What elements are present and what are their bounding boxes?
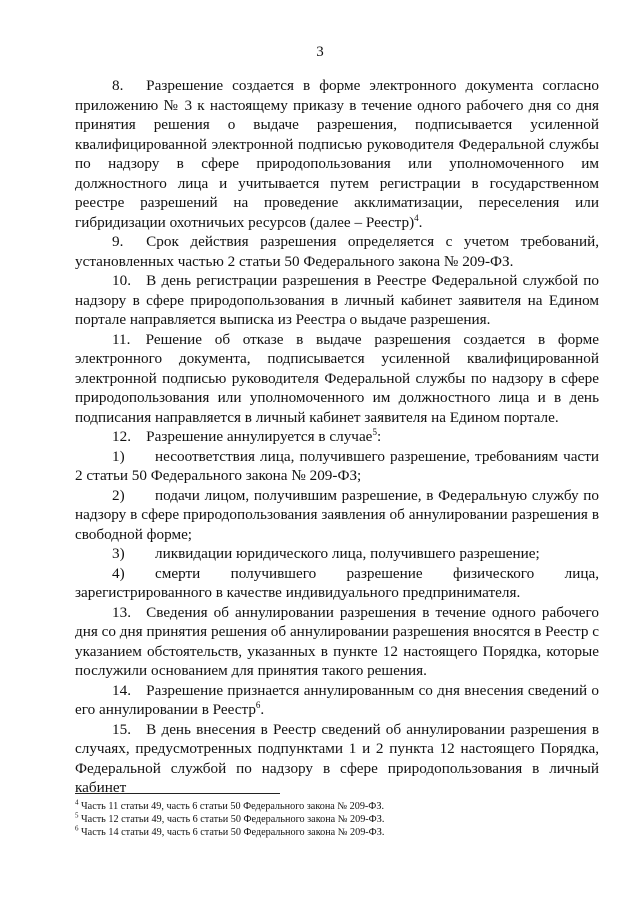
- footnote-ref: 6: [255, 699, 261, 710]
- paragraph-12: 12. Разрешение аннулируется в случае$^5$:: [112, 426, 382, 445]
- paragraph-10: 10. В день регистрации разрешения в Реестре Федеральной службой по надзору в сфере природопользования в личный кабинет заявителя на Едином портале направляется выписка из Реестра о выдаче разрешения.: [75, 272, 599, 328]
- footnote-6: $^6$ Часть 14 статьи 49, часть 6 статьи 50 Федерального закона № 209-ФЗ.: [75, 824, 385, 838]
- footnote-ref: 5: [372, 426, 377, 437]
- footnotes: [75, 800, 599, 839]
- footnote-divider: [75, 793, 280, 794]
- footnote-4: $^4$ Часть 11 статьи 49, часть 6 статьи 50 Федерального закона № 209-ФЗ.: [75, 798, 385, 812]
- subitem-3: 3) ликвидации юридического лица, получившего разрешение;: [112, 545, 540, 562]
- page-number: 3: [316, 44, 324, 60]
- paragraph-14: 14. Разрешение признается аннулированным со дня внесения сведений о его аннулировании в Реестр$^6$.: [75, 681, 599, 718]
- footnote-ref: 4: [414, 212, 419, 223]
- subitem-2: 2) подачи лицом, получившим разрешение, в Федеральную службу по надзору в сфере природопользования заявления об аннулировании разрешения в свободной форме;: [75, 486, 599, 543]
- paragraph-13: 13. Сведения об аннулировании разрешения в течение одного рабочего дня со дня принятия решения об аннулировании разрешения вносятся в Реестр с указанием обстоятельств, указанных в пункте 12 настоящего Порядка, которые послужили основанием для принятия такого решения.: [75, 603, 599, 679]
- footnote-5: $^5$ Часть 12 статьи 49, часть 6 статьи 50 Федерального закона № 209-ФЗ.: [75, 811, 385, 825]
- document-body: [75, 76, 599, 798]
- paragraph-9: 9. Срок действия разрешения определяется с учетом требований, установленных частью 2 статьи 50 Федерального закона № 209-ФЗ.: [75, 233, 599, 270]
- paragraph-8: 8. Разрешение создается в форме электронного документа согласно приложению № 3 к настоящему приказу в течение одного рабочего дня со дня принятия решения о выдаче разрешения, подписывается усиленной квалифицированной электронной подписью руководителя Федеральной службы по надзору в сфере природопользования или уполномоченного им должностного лица и учитывается путем регистрации в государственном реестре разрешений на проведение акклиматизации, переселения или гибридизации охотничьих ресурсов (далее – Реестр)$^4$.: [75, 77, 599, 231]
- subitem-4: 4) смерти получившего разрешение физического лица, зарегистрированного в качестве индивидуального предпринимателя.: [75, 564, 599, 601]
- paragraph-15: 15. В день внесения в Реестр сведений об аннулировании разрешения в случаях, предусмотренных подпунктами 1 и 2 пункта 12 настоящего Порядка, Федеральной службой по надзору в сфере природопользования в личный кабинет: [75, 720, 599, 796]
- subitem-1: 1) несоответствия лица, получившего разрешение, требованиям части 2 статьи 50 Федерального закона № 209-ФЗ;: [75, 447, 599, 484]
- paragraph-11: 11. Решение об отказе в выдаче разрешения создается в форме электронного документа, подписывается усиленной квалифицированной электронной подписью руководителя Федеральной службы по надзору в сфере природопользования или уполномоченного им должностного лица и в день подписания направляется в личный кабинет заявителя на Едином портале.: [75, 330, 599, 426]
